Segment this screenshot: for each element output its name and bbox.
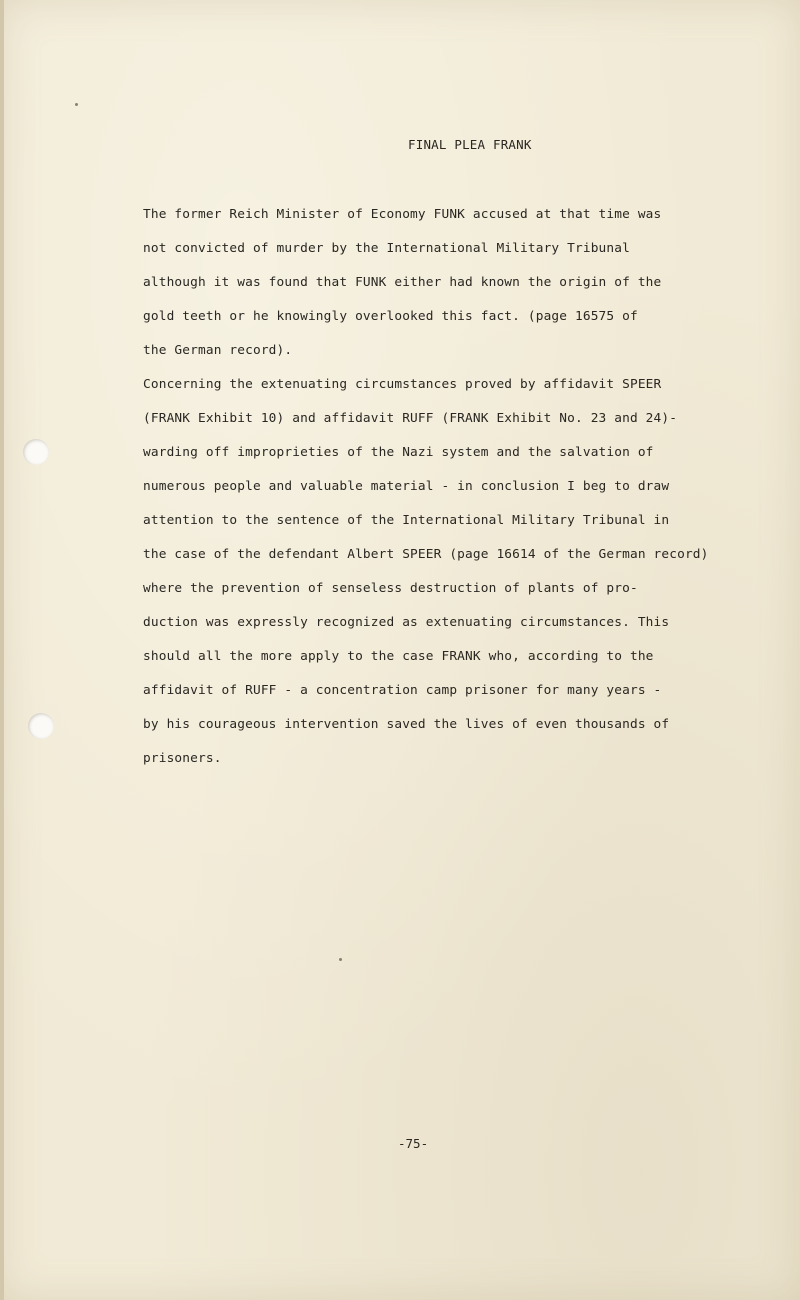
paper-speck bbox=[339, 958, 342, 961]
text-line: affidavit of RUFF - a concentration camp prisoner for many years - bbox=[143, 683, 662, 698]
text-line: where the prevention of senseless destruction of plants of pro- bbox=[143, 581, 638, 596]
text-line: gold teeth or he knowingly overlooked this fact. (page 16575 of bbox=[143, 309, 638, 324]
text-line: numerous people and valuable material - in conclusion I beg to draw bbox=[143, 479, 670, 494]
text-line: prisoners. bbox=[143, 751, 222, 766]
text-line: (FRANK Exhibit 10) and affidavit RUFF (FRANK Exhibit No. 23 and 24)- bbox=[143, 411, 678, 426]
paper-speck bbox=[75, 103, 78, 106]
text-line: The former Reich Minister of Economy FUNK accused at that time was bbox=[143, 207, 662, 222]
document-body bbox=[143, 198, 783, 776]
text-line: the case of the defendant Albert SPEER (page 16614 of the German record) bbox=[143, 547, 709, 562]
text-line: although it was found that FUNK either had known the origin of the bbox=[143, 275, 662, 290]
text-line: not convicted of murder by the International Military Tribunal bbox=[143, 241, 630, 256]
punch-hole bbox=[28, 713, 54, 739]
text-line: warding off improprieties of the Nazi system and the salvation of bbox=[143, 445, 654, 460]
text-line: duction was expressly recognized as extenuating circumstances. This bbox=[143, 615, 670, 630]
page-edge bbox=[0, 0, 4, 1300]
page-number: -75- bbox=[398, 1136, 429, 1151]
text-line: attention to the sentence of the International Military Tribunal in bbox=[143, 513, 670, 528]
document-title: FINAL PLEA FRANK bbox=[408, 137, 532, 152]
text-line: by his courageous intervention saved the lives of even thousands of bbox=[143, 717, 670, 732]
text-line: the German record). bbox=[143, 343, 293, 358]
text-line: Concerning the extenuating circumstances proved by affidavit SPEER bbox=[143, 377, 662, 392]
text-line: should all the more apply to the case FRANK who, according to the bbox=[143, 649, 654, 664]
punch-hole bbox=[23, 439, 49, 465]
